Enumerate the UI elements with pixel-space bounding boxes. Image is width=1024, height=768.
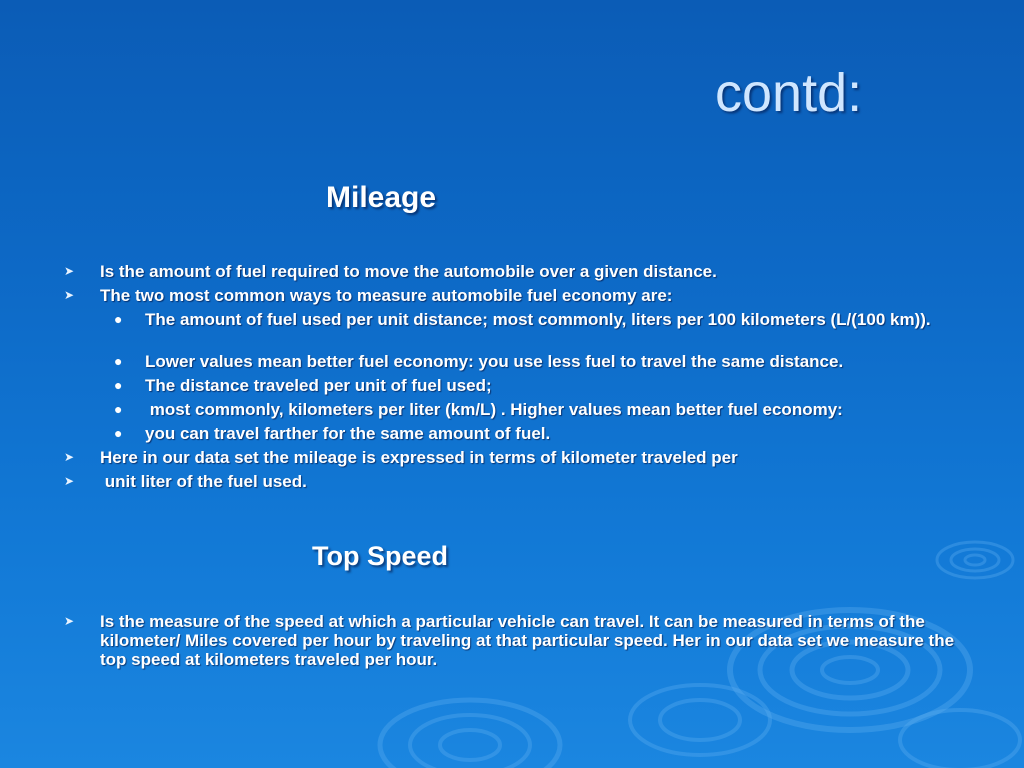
dot-bullet-icon: ●	[114, 425, 123, 441]
slide-title: contd:	[715, 63, 863, 123]
list-item: Is the measure of the speed at which a particular vehicle can travel. It can be measured in terms of the kilometer/ Miles covered per hour by traveling at that particular speed. Her in our data set we measure the top speed at kilometers traveled per hour.	[100, 612, 955, 669]
arrow-bullet-icon: ➤	[64, 474, 75, 488]
sub-list-item: The distance traveled per unit of fuel used;	[145, 376, 492, 395]
sub-list-item: Lower values mean better fuel economy: you use less fuel to travel the same distance.	[145, 352, 844, 371]
dot-bullet-icon: ●	[114, 401, 123, 417]
list-item: Here in our data set the mileage is expressed in terms of kilometer traveled per	[100, 448, 738, 467]
arrow-bullet-icon: ➤	[64, 264, 75, 278]
section-heading-top-speed: Top Speed	[312, 541, 449, 571]
sub-list-item: most commonly, kilometers per liter (km/L) . Higher values mean better fuel economy:	[145, 400, 843, 419]
list-item: Is the amount of fuel required to move the automobile over a given distance.	[100, 262, 717, 281]
dot-bullet-icon: ●	[114, 311, 123, 327]
dot-bullet-icon: ●	[114, 353, 123, 369]
dot-bullet-icon: ●	[114, 377, 123, 393]
sub-list-item: The amount of fuel used per unit distance; most commonly, liters per 100 kilometers (L/(100 km)).	[145, 310, 931, 329]
arrow-bullet-icon: ➤	[64, 288, 75, 302]
section-heading-mileage: Mileage	[326, 181, 437, 214]
arrow-bullet-icon: ➤	[64, 450, 75, 464]
list-item: unit liter of the fuel used.	[100, 472, 307, 491]
arrow-bullet-icon: ➤	[64, 614, 75, 628]
sub-list-item: you can travel farther for the same amount of fuel.	[145, 424, 551, 443]
list-item: The two most common ways to measure automobile fuel economy are:	[100, 286, 673, 305]
